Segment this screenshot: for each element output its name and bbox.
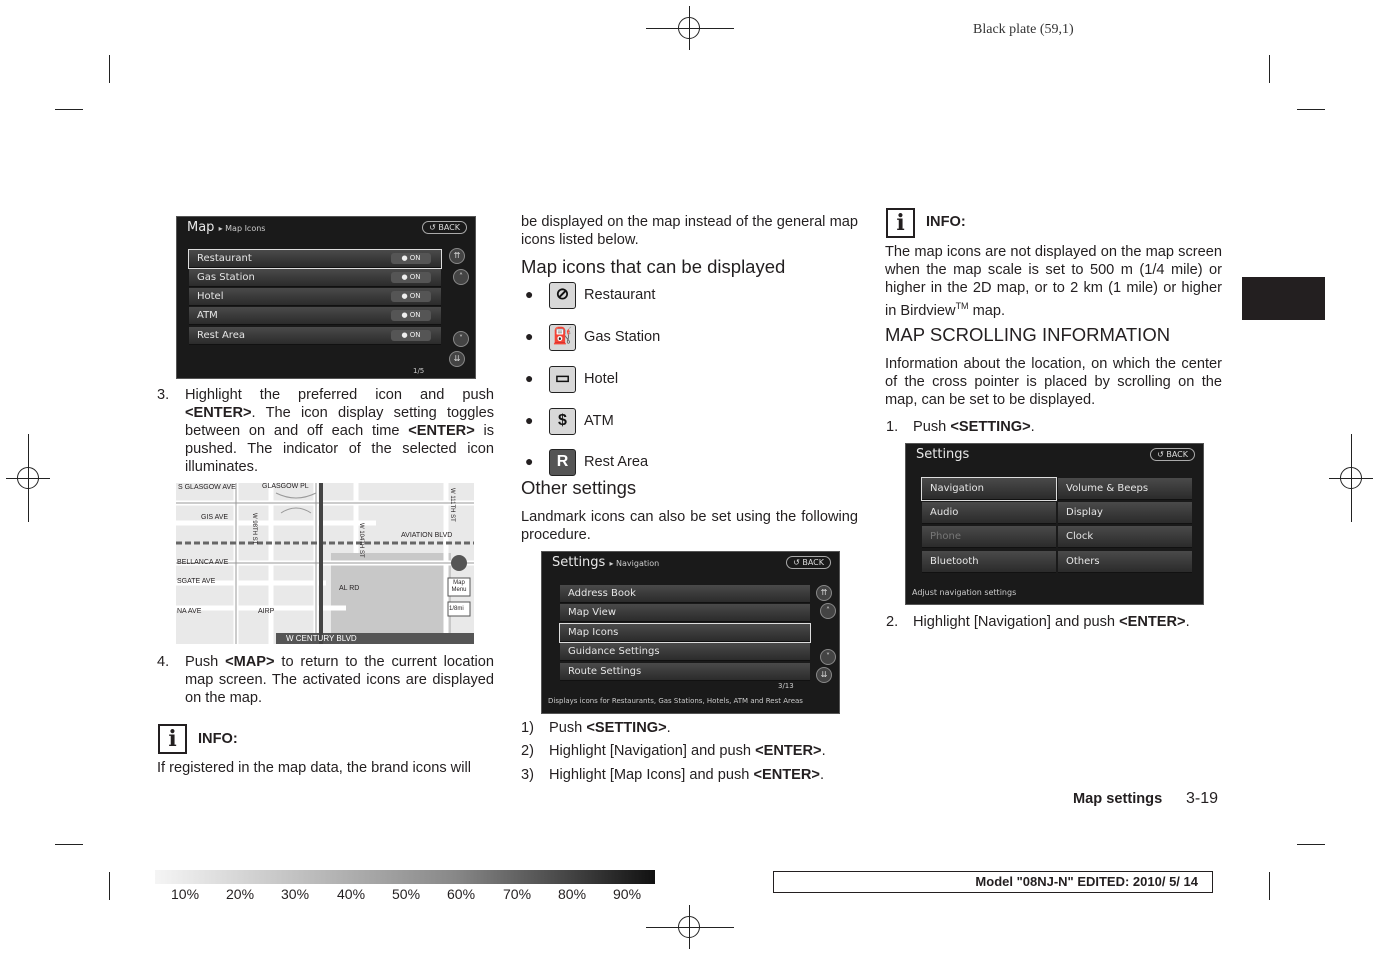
atm-icon: $ — [549, 408, 576, 435]
page-indicator: 3/13 — [778, 682, 794, 690]
map-icons-screen — [176, 216, 476, 379]
scale-button[interactable]: 1/8mi — [449, 606, 464, 612]
menu-clock[interactable]: Clock — [1058, 526, 1192, 548]
scale-label: 90% — [613, 886, 642, 902]
restaurant-icon: ⊘ — [549, 282, 576, 309]
scale-label: 10% — [171, 886, 200, 902]
heading-map-scrolling: MAP SCROLLING INFORMATION — [885, 324, 1171, 345]
info-icon: i — [158, 724, 187, 754]
scrolling-text: Information about the location, on which the center of the cross pointer is placed by scrolling on the map, can be set to be displayed. — [885, 356, 1222, 408]
street-label: W CENTURY BLVD — [286, 634, 357, 643]
menu-phone[interactable]: Phone — [922, 526, 1056, 548]
scroll-bottom-icon[interactable]: ⇊ — [816, 667, 832, 683]
step-number: 2. — [886, 614, 899, 630]
icon-label: Rest Area — [584, 454, 649, 470]
scale-label: 80% — [558, 886, 587, 902]
step-number: 1) — [521, 720, 534, 736]
back-button[interactable]: ↺ BACK — [422, 221, 467, 234]
scale-label: 30% — [281, 886, 310, 902]
back-button[interactable]: ↺ BACK — [1150, 448, 1195, 461]
step-number: 3) — [521, 767, 534, 783]
settings-screen — [905, 443, 1204, 605]
scale-label: 50% — [392, 886, 421, 902]
step-number: 2) — [521, 743, 534, 759]
screen-title: Settings — [916, 447, 970, 462]
row-rest-area[interactable]: Rest Area ● ON — [189, 327, 441, 345]
menu-display[interactable]: Display — [1058, 502, 1192, 524]
icon-label: Hotel — [584, 371, 619, 387]
info-icon: i — [886, 208, 915, 238]
map-menu-button[interactable]: Map Menu — [451, 580, 467, 593]
info-label: INFO: — [926, 214, 966, 230]
step-4-number: 4. — [157, 654, 170, 670]
chapter-tab — [1242, 277, 1325, 320]
row-atm[interactable]: ATM ● ON — [189, 307, 441, 325]
model-box: Model "08NJ-N" EDITED: 2010/ 5/ 14 — [773, 871, 1213, 893]
step-number: 1. — [886, 419, 899, 435]
icon-label: Restaurant — [584, 287, 656, 303]
street-label: AIRP — [258, 608, 275, 615]
screen-footer: Displays icons for Restaurants, Gas Stations, Hotels, ATM and Rest Areas — [548, 697, 803, 705]
row-guidance-settings[interactable]: Guidance Settings — [560, 643, 810, 661]
menu-bluetooth[interactable]: Bluetooth — [922, 551, 1056, 573]
plate-label: Black plate (59,1) — [973, 22, 1074, 37]
icon-label: Gas Station — [584, 329, 661, 345]
step-3-number: 3. — [157, 387, 170, 403]
rest-area-icon: R — [549, 449, 576, 476]
heading-map-icons: Map icons that can be displayed — [521, 256, 786, 277]
gas-station-icon: ⛽ — [549, 324, 576, 351]
menu-audio[interactable]: Audio — [922, 502, 1056, 524]
scale-label: 20% — [226, 886, 255, 902]
scroll-top-icon[interactable]: ⇈ — [449, 248, 465, 264]
street-label: AL RD — [339, 585, 360, 592]
street-label: S GLASGOW AVE — [178, 484, 236, 491]
street-label: SGATE AVE — [177, 578, 216, 585]
scroll-up-icon[interactable]: ˄ — [453, 269, 469, 285]
step-3-text: Highlight the preferred icon and push <ENTER>. The icon display setting toggles between on and off each time <ENTER> is pushed. The indicator of the selected icon illuminates. — [185, 387, 495, 475]
scale-label: 60% — [447, 886, 476, 902]
screen-title: Map ▸ Map Icons — [187, 220, 266, 235]
street-label: BELLANCA AVE — [177, 559, 229, 566]
street-label: W 111TH ST — [449, 488, 455, 522]
map-screen — [176, 483, 474, 644]
street-label: W 98TH ST — [251, 513, 257, 545]
street-label: W 104TH ST — [358, 523, 364, 558]
scroll-top-icon[interactable]: ⇈ — [816, 585, 832, 601]
street-label: GLASGOW PL — [262, 483, 309, 490]
scroll-down-icon[interactable]: ˅ — [453, 331, 469, 347]
other-settings-text: Landmark icons can also be set using the following procedure. — [521, 509, 858, 543]
page-indicator: 1/5 — [413, 367, 425, 375]
screen-footer: Adjust navigation settings — [912, 588, 1017, 597]
heading-other-settings: Other settings — [521, 477, 637, 498]
row-map-view[interactable]: Map View — [560, 604, 810, 622]
scroll-down-icon[interactable]: ˅ — [820, 649, 836, 665]
step-text: Highlight [Map Icons] and push <ENTER>. — [549, 767, 825, 783]
menu-navigation[interactable]: Navigation — [922, 478, 1056, 500]
step-4-text: Push <MAP> to return to the current location map screen. The activated icons are displayed on the map. — [185, 654, 494, 706]
street-label: AVIATION BLVD — [401, 532, 453, 539]
intro-text: be displayed on the map instead of the general map icons listed below. — [521, 214, 858, 248]
row-hotel[interactable]: Hotel ● ON — [189, 288, 441, 306]
menu-others[interactable]: Others — [1058, 551, 1192, 573]
page-number: 3-19 — [1186, 790, 1219, 807]
info-text: If registered in the map data, the brand icons will — [157, 760, 471, 776]
row-route-settings[interactable]: Route Settings — [560, 663, 810, 681]
screen-title: Settings ▸ Navigation — [552, 555, 660, 570]
step-text: Highlight [Navigation] and push <ENTER>. — [913, 614, 1190, 630]
info-text: The map icons are not displayed on the map screen when the map scale is set to 500 m (1/4 mile) or higher in the 2D map, or to 2 km (1 mile) or higher in Birdview™ map. — [885, 244, 1222, 319]
section-name: Map settings — [1073, 791, 1163, 807]
scroll-bottom-icon[interactable]: ⇊ — [449, 351, 465, 367]
scale-label: 70% — [503, 886, 532, 902]
navigation-settings-screen — [541, 551, 840, 714]
row-gas-station[interactable]: Gas Station ● ON — [189, 269, 441, 287]
step-text: Push <SETTING>. — [549, 720, 671, 736]
info-label: INFO: — [198, 731, 238, 747]
street-label: NA AVE — [177, 608, 202, 615]
back-button[interactable]: ↺ BACK — [786, 556, 831, 569]
scroll-up-icon[interactable]: ˄ — [820, 603, 836, 619]
scale-label: 40% — [337, 886, 366, 902]
grayscale-bar — [155, 870, 655, 902]
row-restaurant[interactable]: Restaurant ● ON — [189, 250, 441, 268]
row-address-book[interactable]: Address Book — [560, 585, 810, 603]
row-map-icons[interactable]: Map Icons — [560, 624, 810, 642]
menu-volume-beeps[interactable]: Volume & Beeps — [1058, 478, 1192, 500]
step-text: Push <SETTING>. — [913, 419, 1035, 435]
step-text: Highlight [Navigation] and push <ENTER>. — [549, 743, 826, 759]
street-label: GIS AVE — [201, 514, 229, 521]
hotel-icon: ▭ — [549, 366, 576, 393]
icon-label: ATM — [584, 413, 614, 429]
